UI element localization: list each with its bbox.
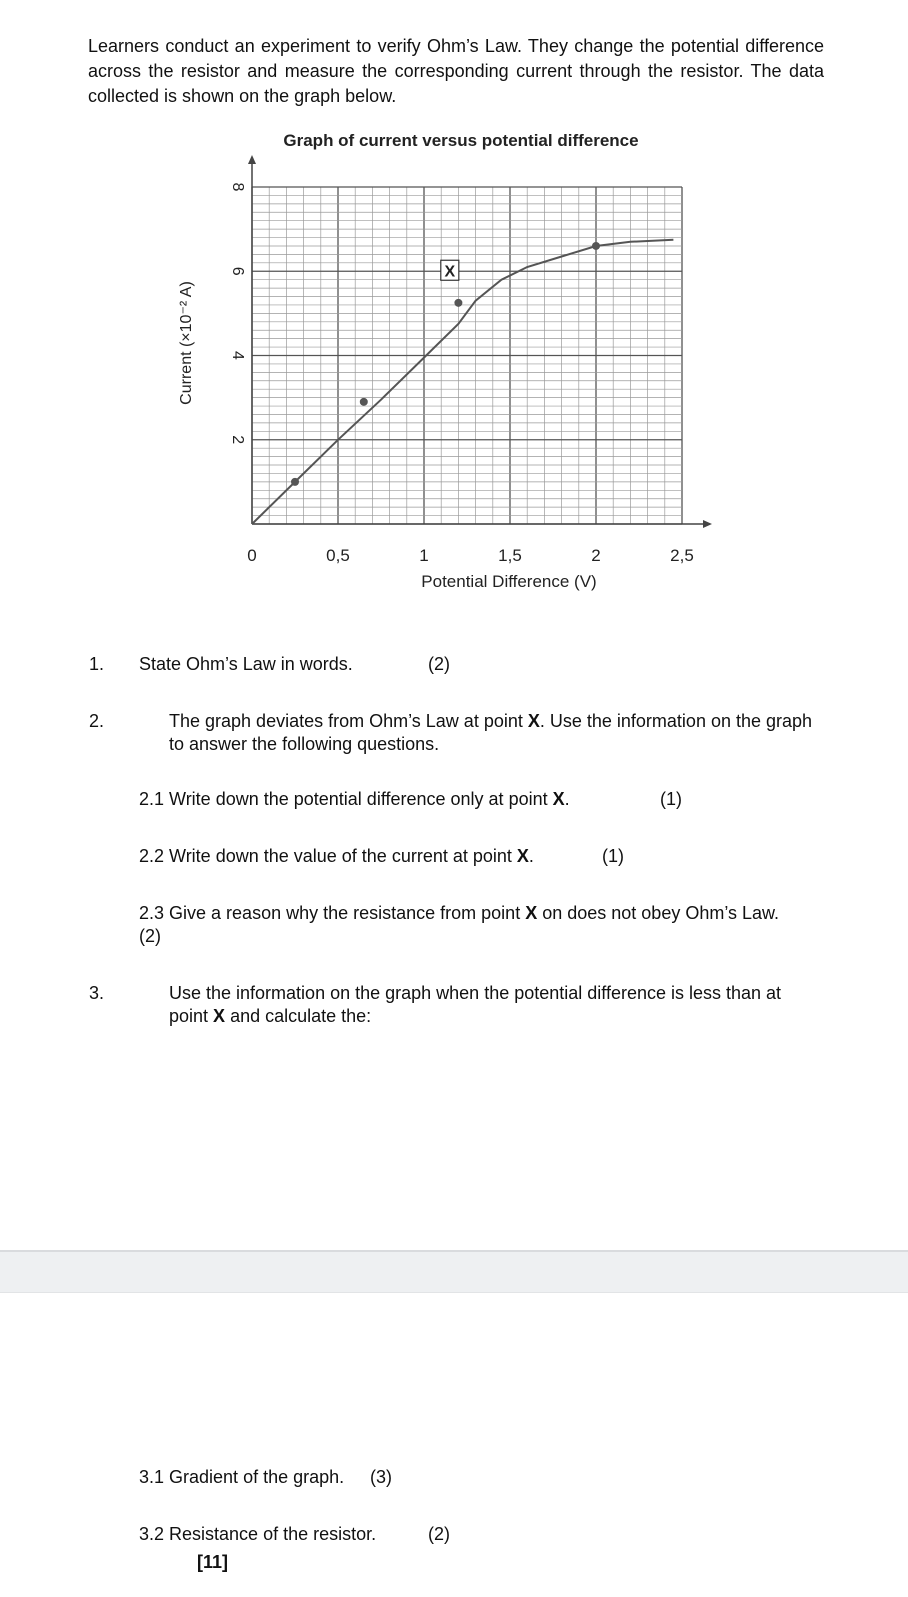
question-3-number: 3. <box>89 983 105 1003</box>
data-point <box>291 478 299 486</box>
data-point <box>454 299 462 307</box>
question-2-text <box>169 710 819 756</box>
chart-title: Graph of current versus potential difference <box>283 131 639 150</box>
question-2-2-point-x: X <box>516 846 529 866</box>
question-2-2-text-b: . <box>528 846 534 866</box>
question-3-text-b: and calculate the: <box>225 1006 372 1026</box>
ohms-law-chart <box>0 0 908 620</box>
x-axis-label: Potential Difference (V) <box>421 572 597 591</box>
data-line <box>252 240 673 524</box>
x-tick-label: 0,5 <box>326 546 350 565</box>
y-tick-label: 8 <box>228 182 246 192</box>
x-axis-arrow-icon <box>703 520 712 528</box>
chart-svg <box>0 0 908 620</box>
point-x-label: X <box>444 263 456 281</box>
question-2-3-text-b: on does not obey Ohm’s Law. <box>537 903 780 923</box>
question-2-3-text-a: 2.3 Give a reason why the resistance from point <box>139 903 526 923</box>
question-2-1-text-b: . <box>564 789 570 809</box>
data-point <box>360 398 368 406</box>
question-3-1-text: 3.1 Gradient of the graph. <box>139 1467 345 1487</box>
question-3-2-text: 3.2 Resistance of the resistor. <box>139 1524 377 1544</box>
intro-paragraph: Learners conduct an experiment to verify Ohm’s Law. They change the potential difference across the resistor and measure the corresponding current through the resistor. The data collected is shown on the graph below. <box>88 36 824 106</box>
y-tick-label: 6 <box>228 266 246 276</box>
x-tick-label: 1 <box>419 546 429 565</box>
x-tick-label: 1,5 <box>498 546 522 565</box>
y-tick-label: 4 <box>228 351 246 360</box>
question-2-2-marks: (1) <box>602 846 624 866</box>
question-2-number: 2. <box>89 711 105 731</box>
question-1-text: State Ohm’s Law in words. <box>139 654 353 674</box>
question-3-1-marks: (3) <box>370 1467 392 1487</box>
question-2-point-x: X <box>527 711 540 731</box>
y-axis-label: Current (×10⁻² A) <box>178 281 196 405</box>
question-2-1-text <box>139 788 570 811</box>
y-axis-arrow-icon <box>248 155 256 164</box>
question-1-marks: (2) <box>428 654 450 674</box>
question-2-1-point-x: X <box>552 789 565 809</box>
question-2-1-text-a: 2.1 Write down the potential difference only at point <box>139 789 553 809</box>
question-3-2-marks: (2) <box>428 1524 450 1544</box>
chart-grid <box>252 187 682 524</box>
data-point <box>592 242 600 250</box>
y-tick-label: 2 <box>228 435 246 445</box>
question-2-3-marks: (2) <box>139 926 161 946</box>
x-tick-label: 2,5 <box>670 546 694 565</box>
question-2-text-a: The graph deviates from Ohm’s Law at point <box>169 711 528 731</box>
question-2-3-text <box>139 902 779 925</box>
question-2-1-marks: (1) <box>660 789 682 809</box>
x-tick-label: 0 <box>247 546 257 565</box>
question-2-2-text-a: 2.2 Write down the value of the current at point <box>139 846 517 866</box>
question-3-text-a: Use the information on the graph when the potential difference is less than at point <box>169 983 782 1026</box>
question-2-3-point-x: X <box>525 903 538 923</box>
question-1-number: 1. <box>89 654 105 674</box>
question-3-text <box>169 982 819 1028</box>
question-3-point-x: X <box>213 1006 226 1026</box>
question-2-2-text <box>139 845 534 868</box>
x-tick-label: 2 <box>591 546 601 565</box>
page-break-band <box>0 1250 908 1293</box>
total-marks: [11] <box>197 1552 229 1572</box>
question-2-text-b: . Use the information on the graph to answer the following questions. <box>169 711 813 754</box>
